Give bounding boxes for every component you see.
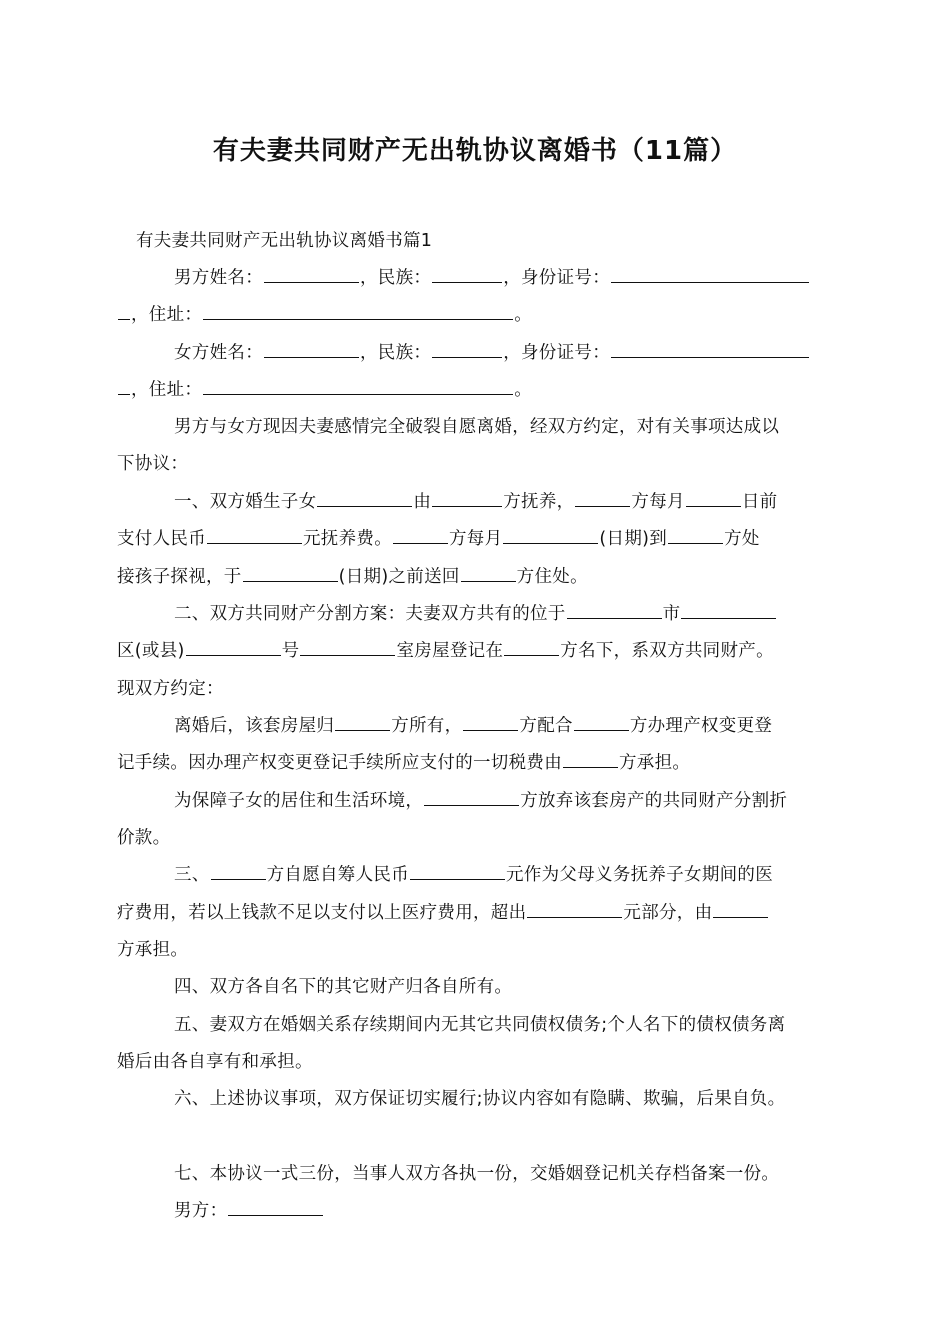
punct: 。 [514, 380, 533, 400]
text: 号 [281, 641, 300, 661]
blank-field [463, 729, 518, 731]
blank-field [668, 542, 723, 544]
text: 方承担。 [619, 753, 691, 773]
text: 离婚后，该套房屋归 [174, 716, 335, 736]
text: 方每月 [631, 492, 685, 512]
text: 方自愿自筹人民币 [266, 865, 410, 885]
female-address-line [117, 377, 837, 403]
section-5-line-2: 婚后由各自享有和承担。 [117, 1052, 313, 1072]
female-info-line [174, 340, 894, 366]
section-2-line-2 [117, 638, 837, 664]
section-5-line-1: 五、妻双方在婚姻关系存续期间内无其它共同债权债务;个人名下的债权债务离 [174, 1015, 786, 1035]
section-2-line-3: 现双方约定： [117, 679, 224, 699]
section-7: 七、本协议一式三份，当事人双方各执一份，交婚姻登记机关存档备案一份。 [174, 1164, 780, 1184]
blank-field [203, 393, 513, 395]
blank-field [432, 505, 502, 507]
blank-field [563, 766, 618, 768]
section-6: 六、上述协议事项，双方保证切实履行;协议内容如有隐瞒、欺骗，后果自负。 [174, 1089, 786, 1109]
blank-field [686, 505, 741, 507]
intro-line-2: 下协议： [117, 454, 189, 474]
text: (日期)之前送回 [338, 567, 460, 587]
text: 疗费用，若以上钱款不足以支付以上医疗费用，超出 [117, 903, 527, 923]
text: 方所有， [391, 716, 463, 736]
blank-field [504, 654, 559, 656]
signature-male [174, 1198, 894, 1224]
label: ，民族： [360, 268, 432, 288]
label: 女方姓名： [174, 343, 263, 363]
text: 元抚养费。 [303, 529, 392, 549]
blank-field [574, 729, 629, 731]
text: 方办理产权变更登 [629, 716, 773, 736]
text: 方名下，系双方共同财产。 [560, 641, 774, 661]
blank-field [681, 617, 776, 619]
blank-field [228, 1214, 323, 1216]
text: 方每月 [449, 529, 503, 549]
label: 男方： [174, 1201, 228, 1221]
text: 方配合 [519, 716, 573, 736]
blank-field [611, 356, 809, 358]
section-1-line-1 [174, 489, 894, 515]
blank-field [118, 393, 130, 395]
text: (日期)到 [599, 529, 668, 549]
text: 方住处。 [516, 567, 588, 587]
section-1-line-3 [117, 564, 837, 590]
blank-field [567, 617, 662, 619]
blank-field [264, 281, 359, 283]
section-3-line-3: 方承担。 [117, 940, 189, 960]
blank-field [393, 542, 448, 544]
blank-field [611, 281, 809, 283]
blank-field [118, 318, 130, 320]
text: 日前 [741, 492, 778, 512]
section-2-line-4 [174, 713, 894, 739]
text: 方抚养， [503, 492, 575, 512]
intro-line-1: 男方与女方现因夫妻感情完全破裂自愿离婚，经双方约定，对有关事项达成以 [174, 417, 780, 437]
text: 元部分，由 [623, 903, 713, 923]
agreement-heading: 有夫妻共同财产无出轨协议离婚书篇1 [136, 231, 433, 251]
text: 市 [662, 604, 681, 624]
text: 接孩子探视，于 [117, 567, 242, 587]
text: 记手续。因办理产权变更登记手续所应支付的一切税费由 [117, 753, 562, 773]
blank-field [461, 580, 516, 582]
punct: 。 [514, 305, 533, 325]
label: ，身份证号： [503, 343, 611, 363]
text: 由 [413, 492, 432, 512]
blank-field [527, 916, 622, 918]
blank-field [317, 505, 412, 507]
text: 为保障子女的居住和生活环境， [174, 791, 424, 811]
blank-field [713, 916, 768, 918]
text: 方放弃该套房产的共同财产分割折 [520, 791, 788, 811]
blank-field [264, 356, 359, 358]
text: 三、 [174, 865, 210, 885]
blank-field [410, 878, 505, 880]
text: 区(或县) [117, 641, 185, 661]
label: ，住址： [131, 380, 203, 400]
blank-field [432, 281, 502, 283]
text: 二、双方共同财产分割方案：夫妻双方共有的位于 [174, 604, 566, 624]
text: 一、双方婚生子女 [174, 492, 317, 512]
label: 男方姓名： [174, 268, 263, 288]
blank-field [243, 580, 338, 582]
blank-field [207, 542, 302, 544]
blank-field [575, 505, 630, 507]
blank-field [503, 542, 598, 544]
blank-field [203, 318, 513, 320]
blank-field [432, 356, 502, 358]
label: ，住址： [131, 305, 203, 325]
section-3-line-2 [117, 900, 837, 926]
label: ，民族： [360, 343, 432, 363]
section-3-line-1 [174, 862, 894, 888]
section-4: 四、双方各自名下的其它财产归各自所有。 [174, 977, 513, 997]
blank-field [300, 654, 395, 656]
blank-field [424, 804, 519, 806]
document-title: 有夫妻共同财产无出轨协议离婚书（11篇） [212, 136, 738, 166]
section-2-line-7: 价款。 [117, 828, 171, 848]
text: 室房屋登记在 [396, 641, 504, 661]
blank-field [186, 654, 281, 656]
label: ，身份证号： [503, 268, 611, 288]
male-address-line [117, 302, 837, 328]
text: 支付人民币 [117, 529, 206, 549]
male-info-line [174, 265, 894, 291]
blank-field [335, 729, 390, 731]
section-1-line-2 [117, 526, 837, 552]
section-2-line-5 [117, 750, 837, 776]
text: 元作为父母义务抚养子女期间的医 [506, 865, 774, 885]
section-2-line-1 [174, 601, 894, 627]
section-2-line-6 [174, 788, 894, 814]
blank-field [211, 878, 266, 880]
text: 方处 [724, 529, 760, 549]
